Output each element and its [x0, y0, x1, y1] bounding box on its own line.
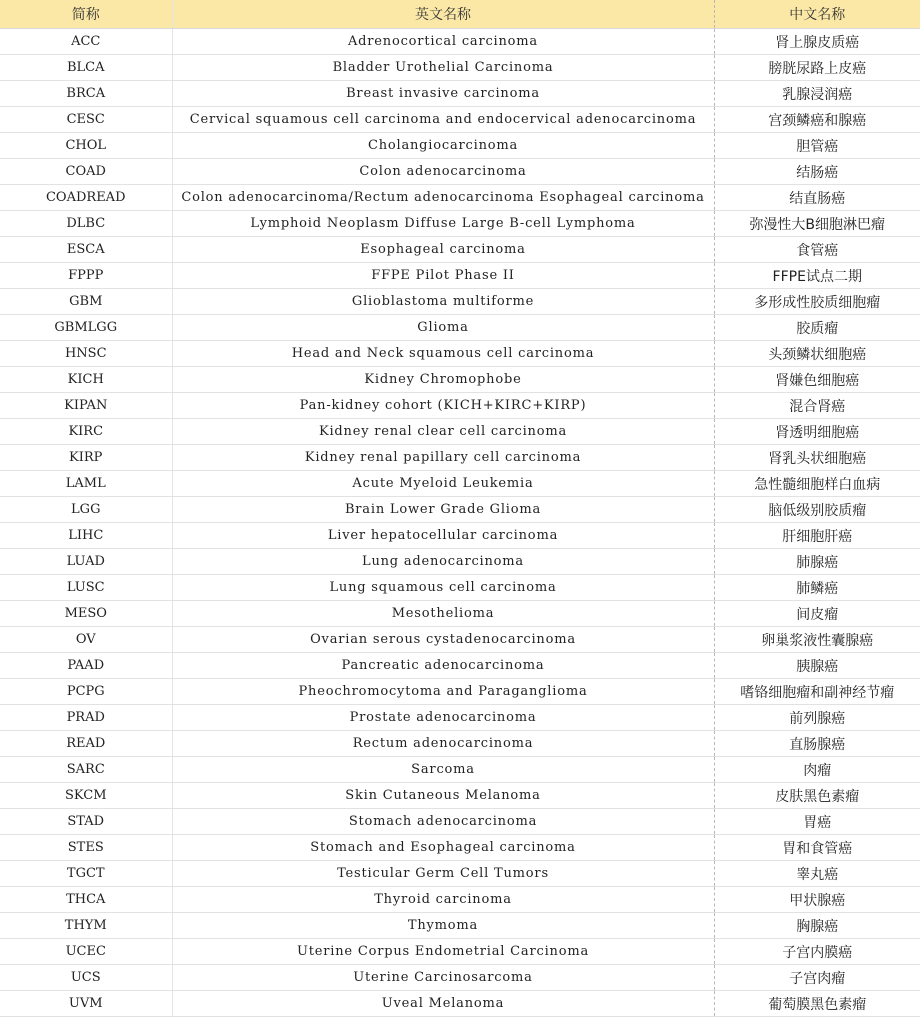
table-row [0, 211, 920, 237]
english-name-cell: Adrenocortical carcinoma [172, 29, 714, 55]
header-row [0, 0, 920, 29]
chinese-name-cell: 肾透明细胞癌 [714, 419, 920, 445]
chinese-name-cell: 多形成性胶质细胞瘤 [714, 289, 920, 315]
table-row [0, 55, 920, 81]
abbr-cell: GBMLGG [0, 315, 172, 341]
english-name-cell: Stomach adenocarcinoma [172, 809, 714, 835]
header-chinese-name: 中文名称 [714, 0, 920, 29]
table-row [0, 653, 920, 679]
english-name-cell: Breast invasive carcinoma [172, 81, 714, 107]
abbr-cell: PRAD [0, 705, 172, 731]
abbr-cell: LGG [0, 497, 172, 523]
table-row [0, 523, 920, 549]
chinese-name-cell: 宫颈鳞癌和腺癌 [714, 107, 920, 133]
abbr-cell: SKCM [0, 783, 172, 809]
table-row [0, 29, 920, 55]
table-row [0, 575, 920, 601]
abbr-cell: KIRC [0, 419, 172, 445]
abbr-cell: OV [0, 627, 172, 653]
chinese-name-cell: 肾嫌色细胞癌 [714, 367, 920, 393]
english-name-cell: Cholangiocarcinoma [172, 133, 714, 159]
abbr-cell: COAD [0, 159, 172, 185]
chinese-name-cell: 胃癌 [714, 809, 920, 835]
abbr-cell: THYM [0, 913, 172, 939]
table-row [0, 367, 920, 393]
abbr-cell: ACC [0, 29, 172, 55]
chinese-name-cell: 肝细胞肝癌 [714, 523, 920, 549]
english-name-cell: Testicular Germ Cell Tumors [172, 861, 714, 887]
english-name-cell: Liver hepatocellular carcinoma [172, 523, 714, 549]
chinese-name-cell: 子宫肉瘤 [714, 965, 920, 991]
chinese-name-cell: 胆管癌 [714, 133, 920, 159]
table-row [0, 341, 920, 367]
table-row [0, 133, 920, 159]
abbr-cell: UCS [0, 965, 172, 991]
abbr-cell: READ [0, 731, 172, 757]
chinese-name-cell: 葡萄膜黑色素瘤 [714, 991, 920, 1017]
chinese-name-cell: 肺腺癌 [714, 549, 920, 575]
table-row [0, 887, 920, 913]
chinese-name-cell: 肉瘤 [714, 757, 920, 783]
english-name-cell: Glioblastoma multiforme [172, 289, 714, 315]
chinese-name-cell: 甲状腺癌 [714, 887, 920, 913]
english-name-cell: Kidney renal clear cell carcinoma [172, 419, 714, 445]
english-name-cell: Stomach and Esophageal carcinoma [172, 835, 714, 861]
chinese-name-cell: 肺鳞癌 [714, 575, 920, 601]
chinese-name-cell: 胸腺癌 [714, 913, 920, 939]
chinese-name-cell: 胃和食管癌 [714, 835, 920, 861]
table-row [0, 991, 920, 1017]
abbr-cell: GBM [0, 289, 172, 315]
abbr-cell: SARC [0, 757, 172, 783]
table-row [0, 601, 920, 627]
chinese-name-cell: 嗜铬细胞瘤和副神经节瘤 [714, 679, 920, 705]
chinese-name-cell: 前列腺癌 [714, 705, 920, 731]
header-abbr: 简称 [0, 0, 172, 29]
abbr-cell: HNSC [0, 341, 172, 367]
table-row [0, 419, 920, 445]
table-row [0, 81, 920, 107]
table-row [0, 263, 920, 289]
abbr-cell: TGCT [0, 861, 172, 887]
english-name-cell: Lymphoid Neoplasm Diffuse Large B-cell Lymphoma [172, 211, 714, 237]
abbr-cell: LUAD [0, 549, 172, 575]
english-name-cell: Head and Neck squamous cell carcinoma [172, 341, 714, 367]
chinese-name-cell: 肾上腺皮质癌 [714, 29, 920, 55]
abbr-cell: CESC [0, 107, 172, 133]
abbr-cell: ESCA [0, 237, 172, 263]
english-name-cell: FFPE Pilot Phase II [172, 263, 714, 289]
abbr-cell: KICH [0, 367, 172, 393]
table-row [0, 393, 920, 419]
chinese-name-cell: 胰腺癌 [714, 653, 920, 679]
abbr-cell: KIPAN [0, 393, 172, 419]
table-row [0, 107, 920, 133]
abbr-cell: FPPP [0, 263, 172, 289]
table-row [0, 809, 920, 835]
chinese-name-cell: 皮肤黑色素瘤 [714, 783, 920, 809]
english-name-cell: Uterine Carcinosarcoma [172, 965, 714, 991]
table-row [0, 757, 920, 783]
abbr-cell: PCPG [0, 679, 172, 705]
english-name-cell: Pan-kidney cohort (KICH+KIRC+KIRP) [172, 393, 714, 419]
chinese-name-cell: 脑低级别胶质瘤 [714, 497, 920, 523]
table-row [0, 783, 920, 809]
abbr-cell: LAML [0, 471, 172, 497]
table-body [0, 29, 920, 1017]
table-row [0, 549, 920, 575]
english-name-cell: Sarcoma [172, 757, 714, 783]
chinese-name-cell: 胶质瘤 [714, 315, 920, 341]
chinese-name-cell: 睾丸癌 [714, 861, 920, 887]
english-name-cell: Colon adenocarcinoma [172, 159, 714, 185]
table-row [0, 705, 920, 731]
english-name-cell: Uterine Corpus Endometrial Carcinoma [172, 939, 714, 965]
chinese-name-cell: 急性髓细胞样白血病 [714, 471, 920, 497]
abbr-cell: THCA [0, 887, 172, 913]
abbr-cell: KIRP [0, 445, 172, 471]
abbr-cell: BLCA [0, 55, 172, 81]
chinese-name-cell: 直肠腺癌 [714, 731, 920, 757]
table-row [0, 679, 920, 705]
table-row [0, 861, 920, 887]
table-row [0, 965, 920, 991]
table-row [0, 835, 920, 861]
abbr-cell: COADREAD [0, 185, 172, 211]
english-name-cell: Skin Cutaneous Melanoma [172, 783, 714, 809]
english-name-cell: Mesothelioma [172, 601, 714, 627]
table-row [0, 315, 920, 341]
table-row [0, 445, 920, 471]
abbr-cell: CHOL [0, 133, 172, 159]
chinese-name-cell: 头颈鳞状细胞癌 [714, 341, 920, 367]
english-name-cell: Thymoma [172, 913, 714, 939]
abbr-cell: MESO [0, 601, 172, 627]
abbr-cell: BRCA [0, 81, 172, 107]
abbr-cell: LIHC [0, 523, 172, 549]
english-name-cell: Kidney Chromophobe [172, 367, 714, 393]
chinese-name-cell: 间皮瘤 [714, 601, 920, 627]
chinese-name-cell: 结肠癌 [714, 159, 920, 185]
table-row [0, 731, 920, 757]
table-row [0, 289, 920, 315]
chinese-name-cell: 卵巢浆液性囊腺癌 [714, 627, 920, 653]
english-name-cell: Pancreatic adenocarcinoma [172, 653, 714, 679]
abbr-cell: UCEC [0, 939, 172, 965]
table-row [0, 471, 920, 497]
table-row [0, 627, 920, 653]
english-name-cell: Brain Lower Grade Glioma [172, 497, 714, 523]
english-name-cell: Kidney renal papillary cell carcinoma [172, 445, 714, 471]
abbr-cell: PAAD [0, 653, 172, 679]
english-name-cell: Lung squamous cell carcinoma [172, 575, 714, 601]
header-english-name: 英文名称 [172, 0, 714, 29]
abbr-cell: LUSC [0, 575, 172, 601]
table-row [0, 159, 920, 185]
chinese-name-cell: 结直肠癌 [714, 185, 920, 211]
english-name-cell: Cervical squamous cell carcinoma and endocervical adenocarcinoma [172, 107, 714, 133]
chinese-name-cell: 食管癌 [714, 237, 920, 263]
english-name-cell: Colon adenocarcinoma/Rectum adenocarcinoma Esophageal carcinoma [172, 185, 714, 211]
english-name-cell: Esophageal carcinoma [172, 237, 714, 263]
english-name-cell: Ovarian serous cystadenocarcinoma [172, 627, 714, 653]
abbr-cell: STAD [0, 809, 172, 835]
english-name-cell: Acute Myeloid Leukemia [172, 471, 714, 497]
chinese-name-cell: 膀胱尿路上皮癌 [714, 55, 920, 81]
english-name-cell: Rectum adenocarcinoma [172, 731, 714, 757]
table-row [0, 939, 920, 965]
chinese-name-cell: 弥漫性大B细胞淋巴瘤 [714, 211, 920, 237]
abbr-cell: STES [0, 835, 172, 861]
english-name-cell: Glioma [172, 315, 714, 341]
chinese-name-cell: 肾乳头状细胞癌 [714, 445, 920, 471]
english-name-cell: Bladder Urothelial Carcinoma [172, 55, 714, 81]
table-row [0, 185, 920, 211]
abbr-cell: DLBC [0, 211, 172, 237]
table-row [0, 913, 920, 939]
table-row [0, 237, 920, 263]
table-row [0, 497, 920, 523]
english-name-cell: Lung adenocarcinoma [172, 549, 714, 575]
english-name-cell: Pheochromocytoma and Paraganglioma [172, 679, 714, 705]
chinese-name-cell: 混合肾癌 [714, 393, 920, 419]
chinese-name-cell: 子宫内膜癌 [714, 939, 920, 965]
english-name-cell: Uveal Melanoma [172, 991, 714, 1017]
chinese-name-cell: FFPE试点二期 [714, 263, 920, 289]
chinese-name-cell: 乳腺浸润癌 [714, 81, 920, 107]
abbr-cell: UVM [0, 991, 172, 1017]
english-name-cell: Thyroid carcinoma [172, 887, 714, 913]
english-name-cell: Prostate adenocarcinoma [172, 705, 714, 731]
